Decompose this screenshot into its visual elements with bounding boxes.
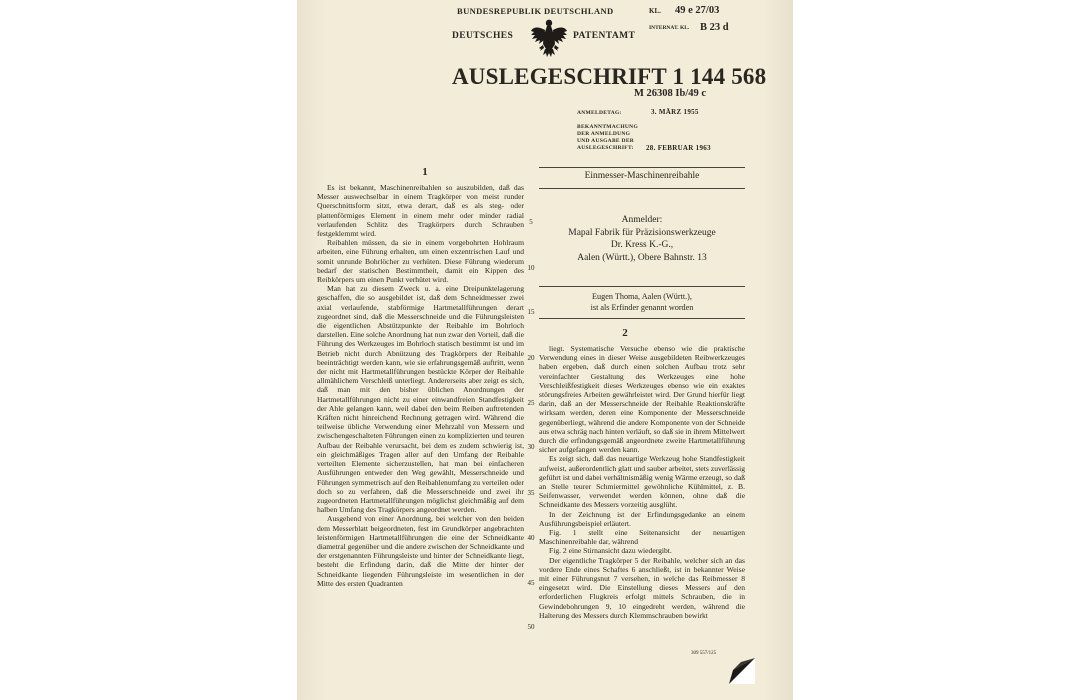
paragraph: In der Zeichnung ist der Erfindungsgedanke an einem Ausführungsbeispiel erläutert. <box>539 509 745 528</box>
divider <box>539 167 745 168</box>
document-number: 1 144 568 <box>672 64 767 89</box>
column-2-text <box>539 344 745 620</box>
file-number: M 26308 Ib/49 c <box>634 88 707 99</box>
paragraph: Ausgehend von einer Anordnung, bei welcher von den beiden dem Messerblatt beigeordneten, fest im Grundkörper angebrachten leistenförmigen Hartmetallführungen die eine der Schneidkante diametral gegenüber und die andere zwischen der Schneidkante und der erstgenannten Führungsleiste und hinter der Schneidkante liegt, besteht die Erfindung darin, daß die Mitte der hinter der Schneidkante liegenden Führungsleiste im wesentlichen in der Mitte des ersten Quadranten <box>317 514 524 588</box>
column-number-1: 1 <box>422 166 428 178</box>
line-number: 35 <box>527 489 535 497</box>
column-1-text <box>317 183 524 588</box>
line-number: 10 <box>527 264 535 272</box>
applicant-line: Anmelder: <box>621 215 663 225</box>
patent-page <box>297 0 793 700</box>
publication-date: 28. FEBRUAR 1963 <box>646 144 711 152</box>
publication-label-line: BEKANNTMACHUNG <box>577 124 639 130</box>
office-name-right: PATENTAMT <box>573 31 636 41</box>
line-number: 30 <box>527 443 535 451</box>
paragraph: Der eigentliche Tragkörper 5 der Reibahle, welcher sich an das vordere Ende eines Schaftes 6 anschließt, ist in bekannter Weise mit einer Führungsnut 7 versehen, in welche das Reibmesser 8 eingesetzt wird. Die Einstellung dieses Messers auf den erforderlichen Flugkreis erfolgt mittels Schrauben, die in Gewindebohrungen 9, 10 eingedreht werden, während die Halterung des Messers durch Klemmschrauben bewirkt <box>539 555 745 620</box>
filing-date: 3. MÄRZ 1955 <box>651 108 699 116</box>
paragraph: Reibahlen müssen, da sie in einem vorgebohrten Hohlraum arbeiten, eine Führung erhalten, um einen exzentrischen Lauf und somit unrunde Bohrlöcher zu verhüten. Diese Führung wiederum bedarf der statischen Bestimmtheit, damit ein Kippen des Reibkörpers um einen Punkt verhütet wird. <box>317 238 524 285</box>
document-title <box>452 64 766 90</box>
line-number: 25 <box>527 399 535 407</box>
applicant-line: Mapal Fabrik für Präzisionswerkzeuge <box>568 227 716 238</box>
divider <box>539 318 745 319</box>
publication-label-line: UND AUSGABE DER <box>577 138 635 144</box>
applicant-line: Dr. Kress K.-G., <box>610 240 674 250</box>
internat-kl-value: B 23 d <box>700 22 729 33</box>
line-number: 40 <box>527 534 535 542</box>
country-heading: BUNDESREPUBLIK DEUTSCHLAND <box>457 6 614 16</box>
paragraph: Fig. 1 stellt eine Seitenansicht der neuartigen Maschinenreibahle dar, während <box>539 528 745 547</box>
publication-label <box>577 124 638 152</box>
divider <box>539 188 745 189</box>
line-number: 15 <box>527 308 535 316</box>
applicant-line: Aalen (Württ.), Obere Bahnstr. 13 <box>577 252 707 263</box>
kl-value: 49 e 27/03 <box>675 5 720 16</box>
paragraph: Man hat zu diesem Zweck u. a. eine Dreipunktelagerung geschaffen, die so ausgebildet ist, daß dem Schneidmesser zwei axial verlaufende, stabförmige Hartmetallführungen derart zugeordnet sind, daß die Messerschneide und die Führungsleisten die eigentlichen Abstützpunkte der Reibahle im Bohrloch darstellen. Eine solche Anordnung hat nun zwar den Vorteil, daß die Führung des Werkzeuges im Bohrloch statisch bestimmt ist und im Betrieb nicht durch Abnützung des Tragkörpers der Reibahle beeinträchtigt werden kann, wie sie erfahrungsgemäß auftritt, wenn der nicht mit Hartmetallführungen bestückte Körper der Reibahle allmählichem Verschleiß unterliegt. Andererseits aber zeigt es sich, daß man mit den bisher üblichen Anordnungen der Hartmetallführungen nicht zu einer einwandfreien Standfestigkeit der Ahle gelangen kann, weil dabei den beim Reiben auftretenden Kräften nicht hinreichend Rechnung getragen wird. Während die teilweise übliche Verwendung einer Mehrzahl von Messern und zwischengeschalteten Führungen einen zu komplizierten und teuren Aufbau der Reibahle verursacht, bei dem es zudem schwierig ist, ein gleichmäßiges Tragen aller auf den Umfang der Reibahle verteilten Elemente sicherzustellen, hat man bei einfacheren Ausführungen entweder den Weg gewählt, Messerschneide und Führungen symmetrisch auf den Reibahlenumfang zu verteilen oder doch so zu verfahren, daß die Messerschneide und zwei ihr zugeordneten Hartmetallführungen möglichst gleichmäßig auf dem halben Umfang des Tragkörpers angeordnet werden. <box>317 284 524 515</box>
line-number: 5 <box>529 218 533 226</box>
paragraph: Es ist bekannt, Maschinenreibahlen so auszubilden, daß das Messer auswechselbar in einem Tragkörper von meist runder Querschnittsform sitzt, etwa derart, daß es als steg- oder plattenförmiges Element in einem mehr oder minder radial verlaufenden Schlitz des Tragkörpers durch Schrauben festgeklemmt wird. <box>317 183 524 239</box>
inventor-line: Eugen Thoma, Aalen (Württ.), <box>592 292 692 301</box>
office-name-left: DEUTSCHES <box>452 31 514 41</box>
line-number: 50 <box>527 623 535 631</box>
inventor-block <box>539 291 745 313</box>
invention-title: Einmesser-Maschinenreibahle <box>584 171 700 181</box>
applicant-block <box>539 214 745 264</box>
filing-date-label: ANMELDETAG: <box>577 110 622 116</box>
paragraph: Fig. 2 eine Stirnansicht dazu wiedergibt. <box>549 546 672 556</box>
column-number-2: 2 <box>622 327 628 339</box>
federal-eagle-icon <box>530 18 568 60</box>
publication-label-line: DER ANMELDUNG <box>577 131 631 137</box>
document-type: AUSLEGESCHRIFT <box>452 64 667 89</box>
paragraph: Es zeigt sich, daß das neuartige Werkzeug hohe Standfestigkeit aufweist, außerordentlich glatt und sauber arbeitet, stets zuverlässig geführt ist und dabei verhältnismäßig wenig Wärme erzeugt, so daß an Stelle teurer Schmiermittel gewöhnliche Kühlmittel, z. B. Seifenwasser, verwendet werden können, ohne daß die Schneidkante des Messers vorzeitig ausglüht. <box>539 454 745 510</box>
kl-label: KL. <box>649 7 661 15</box>
internat-kl-label: INTERNAT. KL. <box>649 25 690 31</box>
folded-corner-icon <box>729 658 755 684</box>
divider <box>539 286 745 287</box>
inventor-line: ist als Erfinder genannt worden <box>590 303 694 312</box>
line-number: 45 <box>527 579 535 587</box>
paragraph: liegt. Systematische Versuche ebenso wie die praktische Verwendung eines in dieser Weise ausgebildeten Reibwerkzeuges haben ergeben, daß durch einen solchen Aufbau trotz sehr vereinfachter Gestaltung des Werkzeuges eine hohe Verschleißfestigkeit dieses Werkzeuges ebenso wie ein exaktes störungsfreies Arbeiten gewährleistet wird. Der Grund hierfür liegt darin, daß an der Messerschneide der Reibahle Reaktionskräfte wirksam werden, deren eine Komponente der Messerschneide gegenüberliegt, während die andere Komponente von der Schneide aus etwa schräg nach hinten verläuft, so daß sie in ihrem Mittelwert durch die erfindungsgemäß angeordnete zweite Hartmetallführung sicher aufgefangen werden kann. <box>539 344 745 455</box>
publication-label-line: AUSLEGESCHRIFT: <box>577 145 634 151</box>
line-number: 20 <box>527 354 535 362</box>
print-code: 309 557/125 <box>691 651 717 656</box>
